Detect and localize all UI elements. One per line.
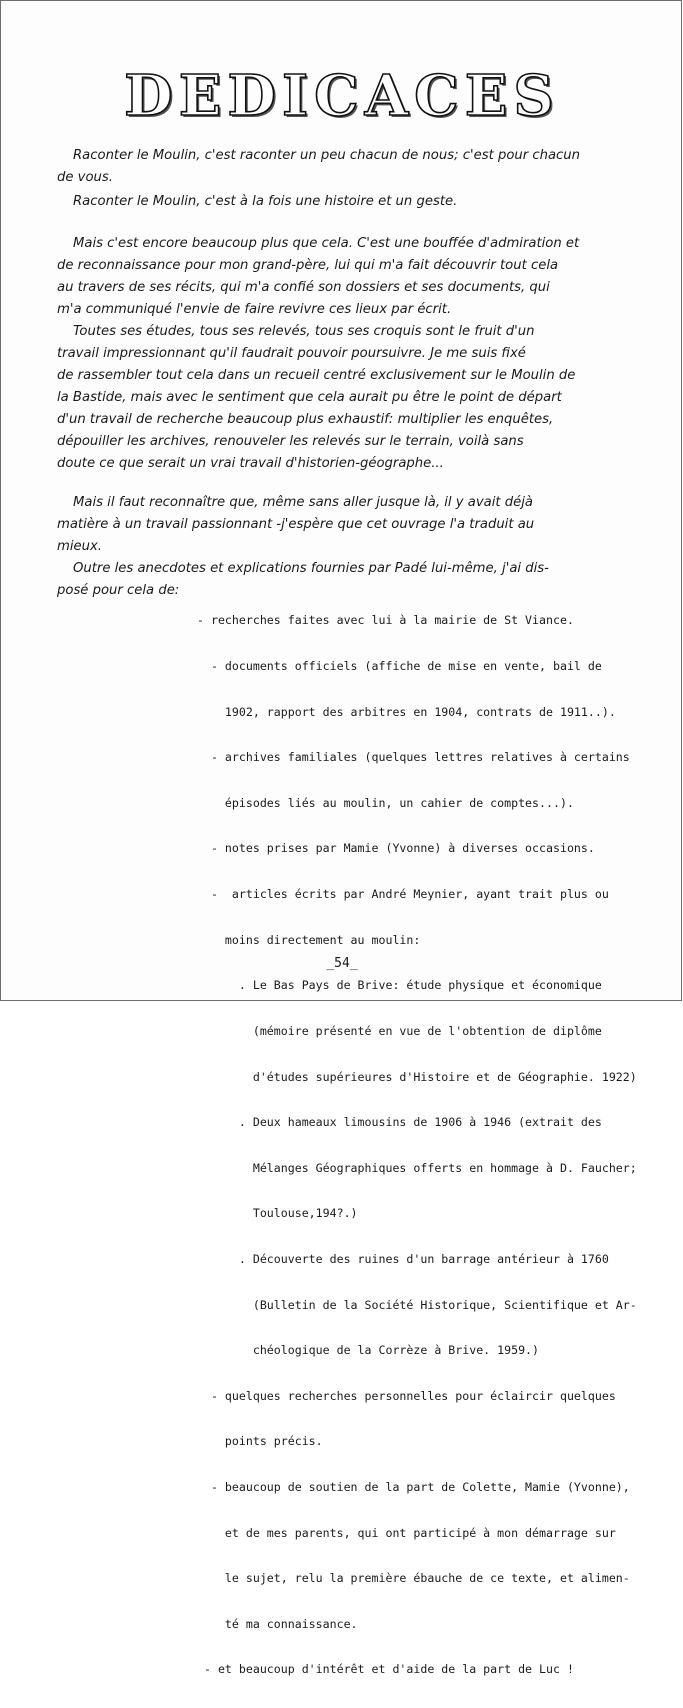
list-item: - documents officiels (affiche de mise en vente, bail de [197,659,602,674]
list-item: . Le Bas Pays de Brive: étude physique et économique [197,978,602,993]
list-item: - recherches faites avec lui à la mairie de St Viance. [197,613,574,628]
page-title: DEDICACES [124,63,560,129]
text-line: m'a communiqué l'envie de faire revivre ces lieux par écrit. [57,302,452,317]
text-line: Toutes ses études, tous ses relevés, tous ses croquis sont le fruit d'un [73,324,535,339]
text-line: travail impressionnant qu'il faudrait pouvoir poursuivre. Je me suis fixé [57,346,526,361]
text-line: Outre les anecdotes et explications fournies par Padé lui-même, j'ai dis- [73,561,549,576]
paragraph-intro [57,145,632,213]
list-item: té ma connaissance. [197,1616,358,1631]
text-line: au travers de ses récits, qui m'a confié son dossiers et ses documents, qui [57,280,550,295]
list-item: épisodes liés au moulin, un cahier de comptes...). [197,795,574,810]
text-line: mieux. [57,539,102,554]
list-item: - et beaucoup d'intérêt et d'aide de la part de Luc ! [197,1662,574,1677]
page-number: _54_ [326,956,358,971]
text-line: la Bastide, mais avec le sentiment que cela aurait pu être le point de départ [57,390,562,405]
sources-list [197,583,637,1708]
text-line: doute ce que serait un vrai travail d'historien-géographe... [57,456,444,471]
list-item: - notes prises par Mamie (Yvonne) à diverses occasions. [197,841,595,856]
text-line: Raconter le Moulin, c'est raconter un peu chacun de nous; c'est pour chacun [73,148,581,163]
text-line: de rassembler tout cela dans un recueil centré exclusivement sur le Moulin de [57,368,576,383]
paragraph-studies [57,321,632,475]
text-line: posé pour cela de: [57,583,180,598]
list-item: et de mes parents, qui ont participé à mon démarrage sur [197,1525,616,1540]
text-line: de vous. [57,170,113,185]
list-item: - archives familiales (quelques lettres relatives à certains [197,750,630,765]
list-item: Toulouse,194?.) [197,1206,358,1221]
text-line: dépouiller les archives, renouveler les relevés sur le terrain, voilà sans [57,434,524,449]
list-item: - articles écrits par André Meynier, ayant trait plus ou [197,887,609,902]
text-line: Mais c'est encore beaucoup plus que cela. C'est une bouffée d'admiration et [73,236,580,251]
list-item: . Deux hameaux limousins de 1906 à 1946 (extrait des [197,1115,602,1130]
text-line: de reconnaissance pour mon grand-père, lui qui m'a fait découvrir tout cela [57,258,559,273]
list-item: (Bulletin de la Société Historique, Scientifique et Ar- [197,1297,637,1312]
list-item: points précis. [197,1434,323,1449]
list-item: chéologique de la Corrèze à Brive. 1959.) [197,1343,540,1358]
text-line: matière à un travail passionnant -j'espère que cet ouvrage l'a traduit au [57,517,535,532]
list-item: d'études supérieures d'Histoire et de Géographie. 1922) [197,1069,637,1084]
text-line: d'un travail de recherche beaucoup plus exhaustif: multiplier les enquêtes, [57,412,554,427]
list-item: le sujet, relu la première ébauche de ce texte, et alimen- [197,1571,630,1586]
paragraph-recognition [57,492,632,558]
text-line: Mais il faut reconnaître que, même sans aller jusque là, il y avait déjà [73,495,534,510]
paragraph-admiration [57,233,632,321]
text-line: Raconter le Moulin, c'est à la fois une histoire et un geste. [73,194,458,209]
list-item: - quelques recherches personnelles pour éclaircir quelques [197,1388,616,1403]
list-item: Mélanges Géographiques offerts en hommage à D. Faucher; [197,1160,637,1175]
list-item: . Découverte des ruines d'un barrage antérieur à 1760 [197,1251,609,1266]
list-item: moins directement au moulin: [197,932,421,947]
list-item: (mémoire présenté en vue de l'obtention de diplôme [197,1023,602,1038]
list-item: - beaucoup de soutien de la part de Colette, Mamie (Yvonne), [197,1479,630,1494]
list-item: 1902, rapport des arbitres en 1904, contrats de 1911..). [197,704,616,719]
